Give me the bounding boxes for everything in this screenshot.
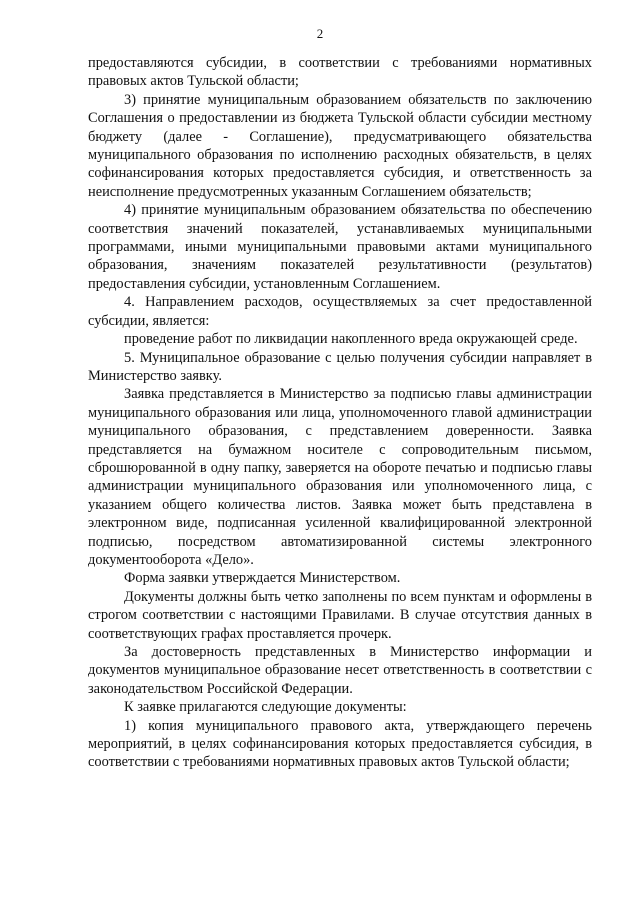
paragraph-attachments-intro: К заявке прилагаются следующие документы: xyxy=(124,699,407,716)
paragraph-item-3: 3) принятие муниципальным образованием обязательств по заключению Соглашения о предоставлении из бюджета Тульской области субсидии местному бюджету (далее - Соглашение), предусматривающего обязательства муниципального образования по исполнению расходных обязательств, в целях софинансирования которых предоставляется субсидия, и ответственность за неисполнение предусмотренных указанным Соглашением обязательств; xyxy=(88,91,592,200)
page-number: 2 xyxy=(316,26,324,41)
paragraph-documents-requirements: Документы должны быть четко заполнены по всем пунктам и оформлены в строгом соответствии с настоящими Правилами. В случае отсутствия данных в соответствующих графах проставляется прочерк. xyxy=(88,588,592,642)
paragraph-expense-direction: проведение работ по ликвидации накопленного вреда окружающей среде. xyxy=(124,331,578,348)
paragraph-application-form: Форма заявки утверждается Министерством. xyxy=(124,570,401,587)
paragraph-section-5: 5. Муниципальное образование с целью получения субсидии направляет в Министерство заявку. xyxy=(88,349,592,384)
paragraph-item-4: 4) принятие муниципальным образованием обязательства по обеспечению соответствия значений показателей, устанавливаемых муниципальными программами, иными муниципальными правовыми актами муниципального образования, значениям показателей результативности (результатов) предоставления субсидии, установленным Соглашением. xyxy=(88,202,592,292)
paragraph-responsibility: За достоверность представленных в Министерство информации и документов муниципальное образование несет ответственность в соответствии с законодательством Российской Федерации. xyxy=(88,644,592,697)
paragraph-attachment-1: 1) копия муниципального правового акта, утверждающего перечень мероприятий, в целях софинансирования которых предоставляется субсидия, в соответствии с требованиями нормативных правовых актов Тульской области; xyxy=(88,717,592,771)
document-body xyxy=(88,54,592,772)
paragraph-application-submission: Заявка представляется в Министерство за подписью главы администрации муниципального образования или лица, уполномоченного главой администрации муниципального образования, с представлением доверенности. Заявка представляется на бумажном носителе с сопроводительным письмом, сброшюрованной в одну папку, заверяется на обороте печатью и подписью главы администрации муниципального образования или уполномоченного лица, с указанием общего количества листов. Заявка может быть представлена в электронном виде, подписанная усиленной квалифицированной электронной подписью, посредством автоматизированной системы электронного документооборота «Дело». xyxy=(88,386,592,568)
paragraph-continuation: предоставляются субсидии, в соответствии с требованиями нормативных правовых актов Тульской области; xyxy=(88,55,592,90)
paragraph-section-4: 4. Направлением расходов, осуществляемых за счет предоставленной субсидии, является: xyxy=(88,294,592,329)
